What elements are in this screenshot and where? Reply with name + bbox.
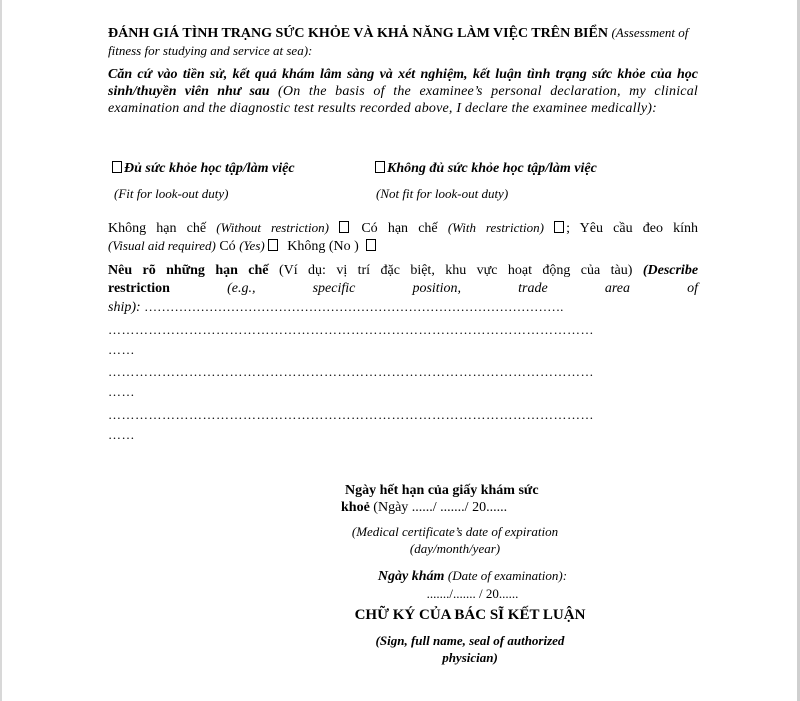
expiry-block bbox=[341, 482, 539, 516]
yes-checkbox[interactable] bbox=[268, 239, 278, 251]
yes-vi: Có bbox=[219, 239, 236, 254]
restriction-line-2 bbox=[108, 237, 698, 255]
expiry-date-field[interactable]: (Ngày ....../ ......./ 20...... bbox=[373, 500, 508, 515]
describe-example-vi: (Ví dụ: vị trí đặc biệt, khu vực hoạt động của tàu) bbox=[278, 263, 633, 278]
page-left-edge bbox=[0, 0, 2, 701]
exam-label-en: (Date of examination): bbox=[447, 568, 568, 583]
without-checkbox[interactable] bbox=[339, 221, 349, 233]
describe-word: position, bbox=[412, 281, 462, 296]
no-vi: Không bbox=[287, 239, 326, 254]
expiry-label-en-1: (Medical certificate’s date of expiration bbox=[351, 524, 559, 539]
signature-note-2: physician) bbox=[442, 650, 498, 665]
fill-line[interactable]: ……………………………………………………………………………………………… bbox=[108, 407, 594, 422]
fit-option[interactable] bbox=[112, 161, 295, 177]
signature-note-1: (Sign, full name, seal of authorized bbox=[375, 633, 565, 648]
notfit-checkbox[interactable] bbox=[375, 161, 385, 173]
describe-word: specific bbox=[312, 281, 356, 296]
assessment-title-en: (Assessment of fitness for studying and service at sea): bbox=[108, 25, 689, 58]
signature-note bbox=[320, 632, 620, 666]
fill-line[interactable]: ……………………………………………………………………………………………… bbox=[108, 364, 594, 379]
visual-en: (Visual aid required) bbox=[108, 238, 216, 253]
expiry-label-vi-1: Ngày hết hạn của giấy khám sức bbox=[345, 483, 539, 498]
signature-title: CHỮ KÝ CỦA BÁC SĨ KẾT LUẬN bbox=[354, 607, 586, 623]
describe-en-ship: ship): bbox=[108, 300, 141, 315]
fill-line-tail[interactable]: …… bbox=[108, 342, 135, 357]
fit-label-en: (Fit for look-out duty) bbox=[114, 186, 229, 201]
expiry-en bbox=[330, 523, 580, 557]
fit-label-vi: Đủ sức khỏe học tập/làm việc bbox=[124, 161, 295, 176]
describe-word: trade bbox=[518, 281, 548, 296]
describe-en-restriction: restriction bbox=[108, 281, 170, 296]
yes-en: (Yes) bbox=[239, 238, 265, 253]
exam-label-vi: Ngày khám bbox=[377, 569, 445, 584]
with-vi: Có hạn chế bbox=[361, 221, 438, 236]
expiry-label-vi-2: khoẻ bbox=[341, 500, 370, 515]
describe-line-3 bbox=[108, 298, 698, 316]
describe-line-1 bbox=[108, 262, 698, 279]
fit-checkbox[interactable] bbox=[112, 161, 122, 173]
fill-line-tail[interactable]: …… bbox=[108, 384, 135, 399]
describe-dots[interactable]: ……………………………………………………………………………………. bbox=[144, 299, 564, 314]
describe-word: area bbox=[604, 281, 630, 296]
basis-paragraph bbox=[108, 66, 698, 117]
fill-line[interactable]: ……………………………………………………………………………………………… bbox=[108, 322, 594, 337]
notfit-label-vi: Không đủ sức khỏe học tập/làm việc bbox=[387, 161, 597, 176]
without-en: (Without restriction) bbox=[216, 220, 329, 235]
with-en: (With restriction) bbox=[447, 220, 544, 235]
expiry-label-en-2: (day/month/year) bbox=[409, 541, 501, 556]
exam-date-block bbox=[345, 567, 600, 602]
assessment-heading bbox=[108, 24, 698, 60]
describe-word: of bbox=[687, 281, 698, 296]
notfit-label-en: (Not fit for look-out duty) bbox=[376, 186, 509, 201]
describe-en-start: (Describe bbox=[642, 263, 699, 278]
no-checkbox[interactable] bbox=[366, 239, 376, 251]
exam-date-field[interactable]: ......./....... / 20...... bbox=[426, 586, 519, 601]
basis-en: (On the basis of the examinee’s personal declaration, my clinical examination and the diagnostic test results recorded above, I declare the examinee medically): bbox=[108, 84, 699, 116]
restriction-line-1 bbox=[108, 219, 698, 237]
with-checkbox[interactable] bbox=[554, 221, 564, 233]
basis-vi: Căn cứ vào tiền sử, kết quả khám lâm sàng và xét nghiệm, kết luận tình trạng sức khỏe của học sinh/thuyền viên như sau bbox=[108, 67, 698, 99]
visual-vi: ; Yêu cầu đeo kính bbox=[566, 221, 699, 236]
describe-en-eg: (e.g., bbox=[227, 281, 256, 296]
fill-line-tail[interactable]: …… bbox=[108, 427, 135, 442]
assessment-title-vi: ĐÁNH GIÁ TÌNH TRẠNG SỨC KHỎE VÀ KHẢ NĂNG LÀM VIỆC TRÊN BIỂN bbox=[108, 26, 608, 41]
no-en: (No ) bbox=[328, 239, 359, 254]
notfit-option[interactable] bbox=[375, 161, 597, 177]
describe-vi: Nêu rõ những hạn chế bbox=[108, 263, 269, 278]
without-vi: Không hạn chế bbox=[108, 221, 207, 236]
describe-line-2 bbox=[108, 280, 698, 297]
